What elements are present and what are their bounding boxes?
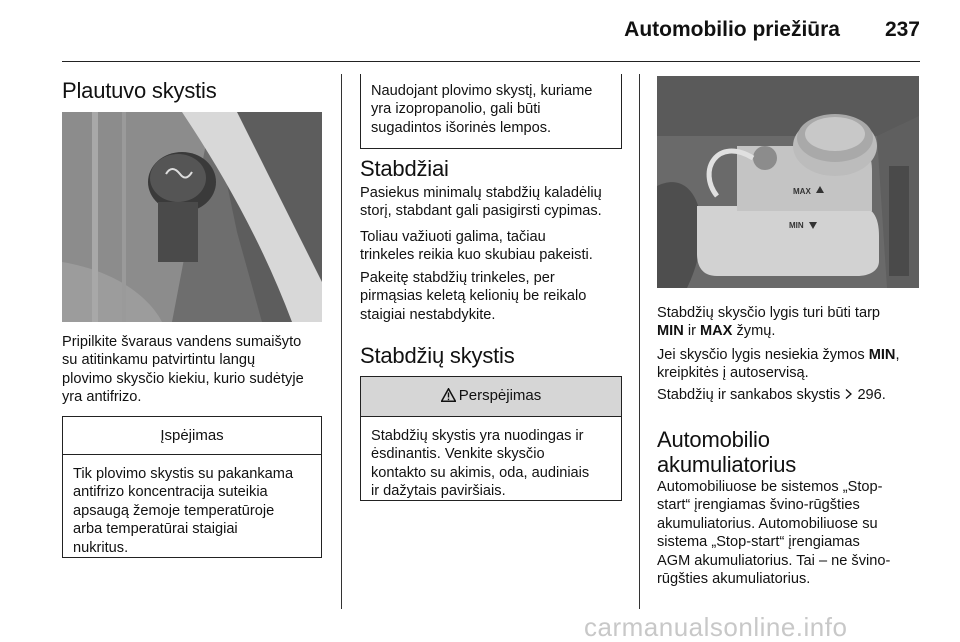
brake-clutch-fluid-ref (657, 386, 927, 405)
chevron-right-icon (844, 387, 853, 405)
warning-line: ėsdinantis. Venkite skysčio (371, 446, 545, 463)
min-mark-label: MIN (789, 221, 804, 230)
text-line: yra antifrizo. (62, 389, 142, 406)
warning-line: kontakto su akimis, oda, audiniais (371, 464, 590, 481)
notice-title: Įspėjimas (63, 416, 321, 455)
text-line: kreipkitės į autoservisą. (657, 365, 809, 382)
warning-triangle-icon (441, 388, 456, 406)
brakes-paragraph-1 (360, 184, 628, 221)
text-line: staigiai nestabdykite. (360, 306, 496, 323)
page-number: 237 (884, 18, 920, 41)
warning-title: Perspėjimas (458, 387, 542, 404)
text-line: Pakeitę stabdžių trinkeles, per (360, 270, 555, 286)
text-fragment: Stabdžių ir sankabos skystis (657, 387, 845, 403)
max-mark-ref: MAX (699, 323, 733, 340)
text-line: akumuliatorius. Automobiliuose su (657, 515, 878, 532)
text-line: Pripilkite švaraus vandens sumaišyto (62, 334, 302, 350)
heading-line: Automobilio (657, 427, 770, 452)
warning-line: ir dažytais paviršiais. (371, 483, 506, 500)
text-line: trinkeles reikia kuo skubiau pakeisti. (360, 247, 593, 264)
warning-header (361, 376, 621, 417)
notice-continued-body (361, 74, 621, 145)
notice-body (63, 455, 321, 567)
text-fragment: Jei skysčio lygis nesiekia žymos (657, 347, 869, 363)
min-mark-ref: MIN (868, 347, 896, 363)
max-mark-label: MAX (793, 187, 811, 196)
warning-line: Stabdžių skystis yra nuodingas ir (371, 428, 584, 444)
battery-text (657, 478, 927, 588)
text-line: pirmąsias keletą kelionių be reikalo (360, 288, 587, 305)
text-line: su atitinkamu patvirtintu langų (62, 352, 256, 369)
text-line: sistema „Stop-start“ įrengiamas (657, 534, 860, 551)
section-heading-battery (657, 427, 796, 477)
text-fragment: žymų. (732, 323, 776, 340)
text-line: Toliau važiuoti galima, tačiau (360, 229, 546, 245)
text-line: plovimo skysčio kiekiu, kurio sudėtyje (62, 370, 304, 387)
page-header-title: Automobilio priežiūra (624, 18, 840, 41)
text-fragment: ir (683, 323, 700, 340)
notice-box-continued (360, 74, 622, 149)
text-fragment: , (895, 347, 900, 363)
page-header (62, 14, 920, 62)
text-line (657, 322, 927, 340)
text-line: start“ įrengiamas švino-rūgšties (657, 497, 860, 514)
warning-box (360, 376, 622, 501)
brake-fluid-photo (657, 76, 919, 288)
page-reference-link[interactable]: 296. (857, 387, 886, 403)
notice-line: Tik plovimo skystis su pakankama (73, 466, 294, 482)
heading-line: akumuliatorius (657, 452, 797, 477)
text-line: AGM akumuliatorius. Tai – ne švino- (657, 552, 891, 569)
notice-line: Naudojant plovimo skystį, kuriame (371, 83, 593, 99)
min-mark-ref: MIN (657, 323, 684, 340)
column-divider (639, 74, 640, 609)
notice-line: apsaugą žemoje temperatūroje (73, 502, 275, 519)
section-heading-washer-fluid: Plautuvo skystis (62, 78, 217, 103)
text-line: Pasiekus minimalų stabdžių kaladėlių (360, 185, 602, 201)
section-heading-brakes: Stabdžiai (360, 156, 449, 181)
text-line (657, 346, 927, 364)
text-line: Stabdžių skysčio lygis turi būti tarp (657, 305, 881, 321)
brake-fluid-level-text (657, 304, 927, 341)
notice-line: arba temperatūrai staigiai (73, 521, 238, 538)
brakes-paragraph-3 (360, 269, 628, 324)
column-divider (341, 74, 342, 609)
text-line: Automobiliuose be sistemos „Stop- (657, 479, 883, 495)
notice-box (62, 416, 322, 558)
section-heading-brake-fluid: Stabdžių skystis (360, 343, 515, 368)
brake-fluid-service-text (657, 346, 927, 383)
washer-fluid-photo (62, 112, 322, 322)
text-line: storį, stabdant gali pasigirsti cypimas. (360, 203, 602, 220)
notice-line: antifrizo koncentracija suteikia (73, 484, 268, 501)
washer-fluid-text (62, 333, 332, 407)
notice-line: yra izopropanolio, gali būti (371, 101, 541, 118)
brakes-paragraph-2 (360, 228, 628, 265)
watermark: carmanualsonline.info (584, 612, 848, 642)
text-line: rūgšties akumuliatorius. (657, 571, 811, 588)
warning-body (361, 417, 621, 511)
notice-line: sugadintos išorinės lempos. (371, 119, 552, 136)
notice-line: nukritus. (73, 539, 129, 556)
